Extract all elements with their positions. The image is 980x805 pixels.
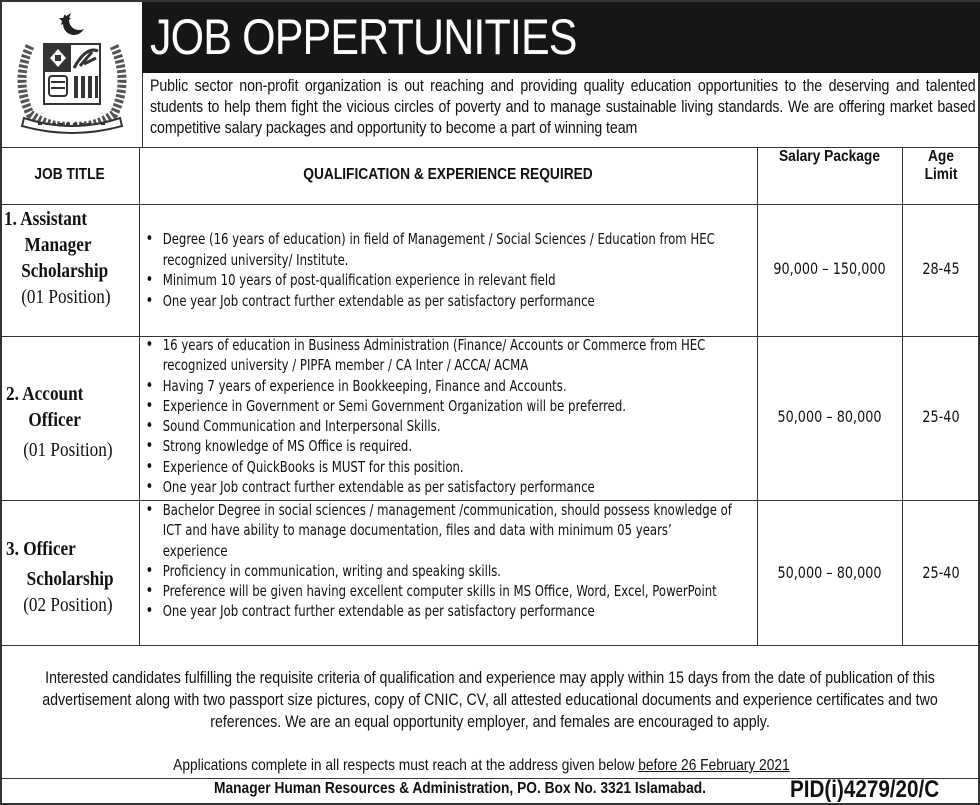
job-title-line: Manager [24,234,92,256]
qualification-item: • Having 7 years of experience in Bookkeeping, Finance and Accounts. [144,376,737,396]
header-qualification: QUALIFICATION & EXPERIENCE REQUIRED [303,166,593,183]
job-title-line: 1. Assistant [4,208,88,230]
job-title-assistant-manager [4,206,138,310]
qualification-item: • Sound Communication and Interpersonal Skills. [144,416,737,436]
qualification-list [144,335,737,497]
header-age [907,148,974,184]
job-title-account-officer [6,381,140,463]
qualification-list [144,500,737,622]
qualification-item: • Proficiency in communication, writing and speaking skills. [144,561,737,581]
job-title-line: Officer [28,409,81,431]
salary-value: 50,000 – 80,000 [777,407,882,426]
header-age-line2: Limit [924,166,958,183]
qualification-item: • One year Job contract further extendable as per satisfactory performance [144,291,737,312]
qualification-item: • One year Job contract further extendable as per satisfactory performance [144,477,737,497]
qualification-item: • Strong knowledge of MS Office is required. [144,436,737,456]
deadline-text: Applications complete in all respects must reach at the address given below [172,757,638,774]
column-divider [902,147,903,645]
salary-value: 90,000 – 150,000 [773,259,886,278]
qualification-item: • Preference will be given having excellent computer skills in MS Office, Word, Excel, PowerPoint [144,581,737,601]
position-count: (01 Position) [23,439,113,461]
age-limit-value: 28-45 [922,259,960,278]
qualification-item: • 16 years of education in Business Administration (Finance/ Accounts or Commerce from HEC recognized university / PIPFA member / CA Inter / ACCA/ ACMA [144,335,737,376]
age-limit-value: 25-40 [922,563,960,582]
qualification-item: • Experience of QuickBooks is MUST for this position. [144,457,737,477]
column-divider [757,147,758,645]
pid-reference: PID(i)4279/20/C [790,776,940,803]
mailing-address [0,780,800,798]
header-job-title: JOB TITLE [34,166,105,183]
position-count: (01 Position) [21,286,111,308]
job-title-line: 2. Account [6,383,84,405]
qualification-item: • Bachelor Degree in social sciences / management /communication, should possess knowledge of ICT and have ability to manage documentation, files and data with minimum 05 years’ experience [144,500,737,561]
job-title-line: Scholarship [26,568,114,590]
salary-value: 50,000 – 80,000 [777,563,882,582]
deadline-notice [0,757,980,775]
qualification-item: • Experience in Government or Semi Government Organization will be preferred. [144,396,737,416]
qualification-item: • Degree (16 years of education) in field of Management / Social Sciences / Education from HEC recognized university/ Institute. [144,229,737,270]
header-salary: Salary Package [779,148,880,165]
qualification-item: • Minimum 10 years of post-qualification experience in relevant field [144,270,737,291]
intro-paragraph: Public sector non-profit organization is out reaching and providing quality education opportunities to the deserving and talented students to help them fight the vicious circles of poverty and to manage sustainable living standards. We are offering market based competitive salary packages and opportunity to become a part of winning team [150,77,976,137]
page-title: JOB OPPERTUNITIES [150,9,577,65]
job-title-line: 3. Officer [6,538,76,560]
job-title-officer-scholarship [6,536,140,618]
deadline-date: before 26 February 2021 [637,757,790,774]
state-emblem-icon [8,6,136,136]
job-title-line: Scholarship [21,260,109,282]
qualification-item: • One year Job contract further extendable as per satisfactory performance [144,601,737,621]
table-bottom-border [0,645,980,646]
header-age-line1: Age [927,148,954,165]
application-instructions [6,667,974,733]
position-count: (02 Position) [23,594,113,616]
qualification-list [144,229,737,311]
table-header-divider [0,204,980,205]
application-instructions-text: Interested candidates fulfilling the requisite criteria of qualification and experience may apply within 15 days from the date of publication of this advertisement along with two passport size pictures, copy of CNIC, CV, all attested educational documents and experience certificates and two references. We are an equal opportunity employer, and females are encouraged to apply. [42,669,938,731]
age-limit-value: 25-40 [922,407,960,426]
mailing-address-text: Manager Human Resources & Administration, PO. Box No. 3321 Islamabad. [214,780,706,797]
